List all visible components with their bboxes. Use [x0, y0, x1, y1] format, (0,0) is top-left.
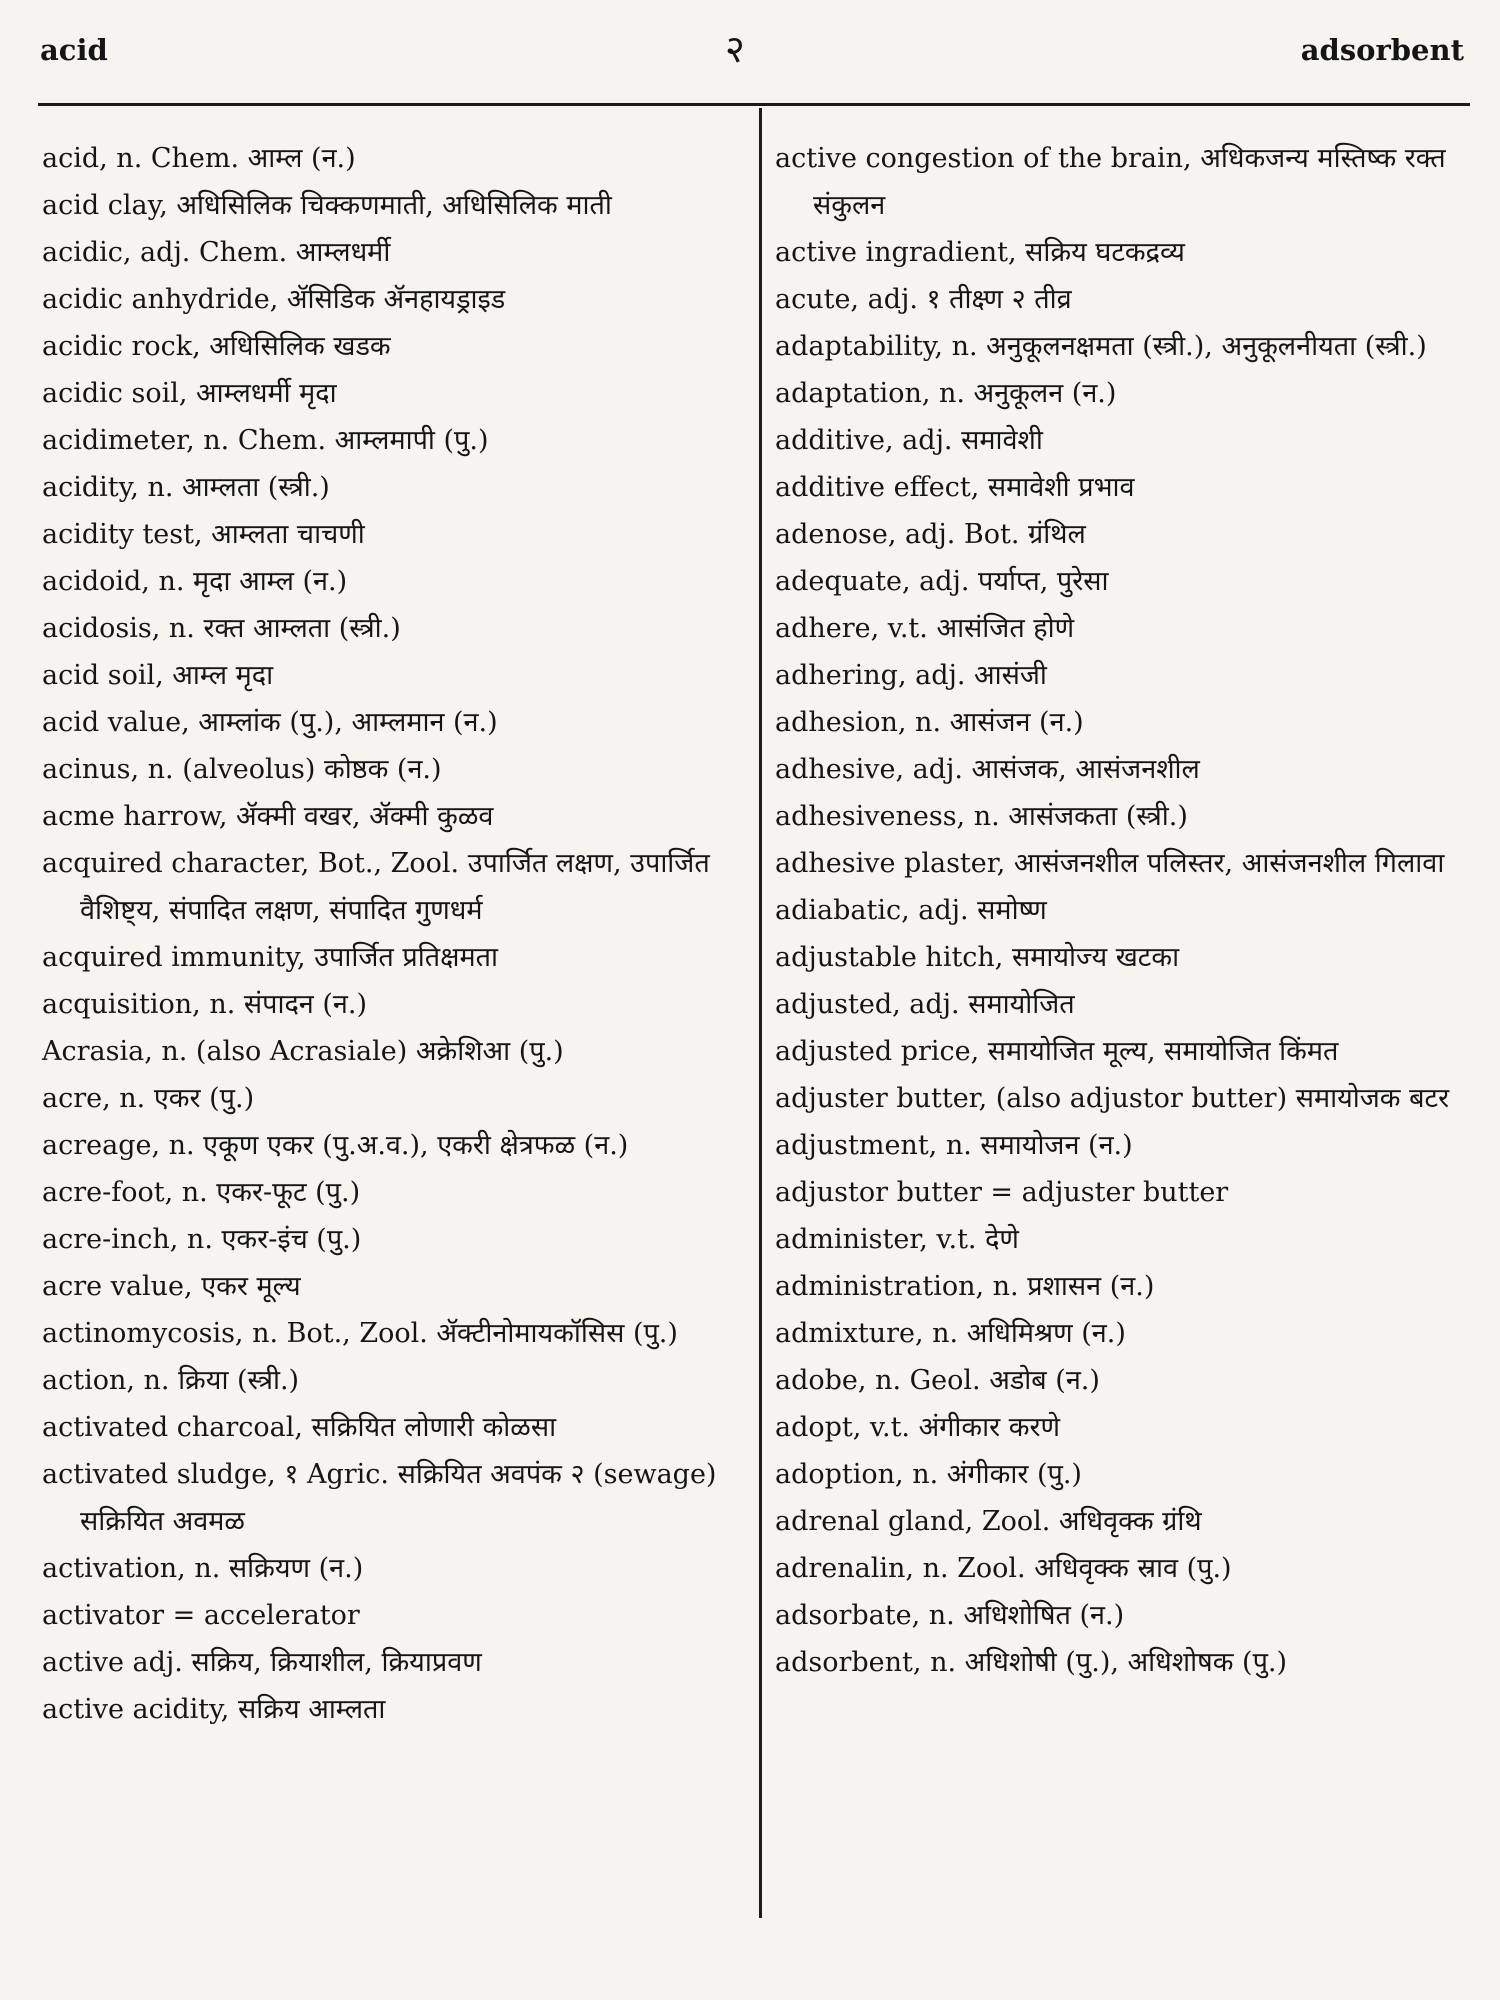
dictionary-entry: adjusted price, समायोजित मूल्य, समायोजित किंमत — [775, 1036, 1339, 1067]
dictionary-entry: adhesive plaster, आसंजनशील पलिस्तर, आसंजनशील गिलावा — [775, 848, 1445, 879]
dictionary-entry: adenose, adj. Bot. ग्रंथिल — [775, 519, 1086, 550]
dictionary-entry: acre value, एकर मूल्य — [42, 1271, 301, 1302]
column-divider — [759, 108, 762, 1918]
dictionary-entry: adequate, adj. पर्याप्त, पुरेसा — [775, 566, 1109, 597]
dictionary-entry: adjustment, n. समायोजन (न.) — [775, 1130, 1133, 1161]
dictionary-entry: Acrasia, n. (also Acrasiale) अक्रेशिआ (पु.) — [42, 1036, 564, 1067]
dictionary-entry: adjustable hitch, समायोज्य खटका — [775, 942, 1180, 973]
dictionary-entry: adhere, v.t. आसंजित होणे — [775, 613, 1075, 644]
dictionary-entry: acidoid, n. मृदा आम्ल (न.) — [42, 566, 348, 597]
dictionary-entry: adrenal gland, Zool. अधिवृक्क ग्रंथि — [775, 1506, 1202, 1537]
dictionary-entry: acquired character, Bot., Zool. उपार्जित लक्षण, उपार्जित वैशिष्ट्य, संपादित लक्षण, संपादित गुणधर्म — [42, 848, 710, 926]
dictionary-entry: acid soil, आम्ल मृदा — [42, 660, 274, 691]
page-number: २ — [725, 27, 745, 71]
header-rule — [38, 103, 1470, 106]
page-header — [0, 0, 1500, 110]
dictionary-entry: acidity, n. आम्लता (स्त्री.) — [42, 472, 330, 503]
dictionary-entry: additive effect, समावेशी प्रभाव — [775, 472, 1135, 503]
dictionary-entry: adhesive, adj. आसंजक, आसंजनशील — [775, 754, 1200, 785]
dictionary-entry: acid value, आम्लांक (पु.), आम्लमान (न.) — [42, 707, 498, 738]
dictionary-entry: acquired immunity, उपार्जित प्रतिक्षमता — [42, 942, 498, 973]
dictionary-entry: acidic soil, आम्लधर्मी मृदा — [42, 378, 337, 409]
dictionary-entry: adhesion, n. आसंजन (न.) — [775, 707, 1084, 738]
dictionary-entry: adjuster butter, (also adjustor butter) समायोजक बटर — [775, 1083, 1450, 1114]
dictionary-entry: adopt, v.t. अंगीकार करणे — [775, 1412, 1061, 1443]
dictionary-entry: acidosis, n. रक्त आम्लता (स्त्री.) — [42, 613, 401, 644]
dictionary-entry: acid clay, अधिसिलिक चिक्कणमाती, अधिसिलिक माती — [42, 190, 612, 221]
dictionary-entry: acquisition, n. संपादन (न.) — [42, 989, 367, 1020]
dictionary-entry: administration, n. प्रशासन (न.) — [775, 1271, 1155, 1302]
dictionary-entry: active congestion of the brain, अधिकजन्य मस्तिष्क रक्त संकुलन — [775, 143, 1446, 221]
dictionary-entry: acre-inch, n. एकर-इंच (पु.) — [42, 1224, 362, 1255]
right-column — [775, 135, 1475, 1686]
dictionary-entry: additive, adj. समावेशी — [775, 425, 1043, 456]
dictionary-entry: acinus, n. (alveolus) कोष्ठक (न.) — [42, 754, 442, 785]
dictionary-entry: adoption, n. अंगीकार (पु.) — [775, 1459, 1082, 1490]
dictionary-entry: activation, n. सक्रियण (न.) — [42, 1553, 364, 1584]
dictionary-entry: activated sludge, १ Agric. सक्रियित अवपंक २ (sewage) सक्रियित अवमळ — [42, 1459, 717, 1537]
dictionary-entry: adsorbent, n. अधिशोषी (पु.), अधिशोषक (पु.) — [775, 1647, 1288, 1678]
dictionary-entry: action, n. क्रिया (स्त्री.) — [42, 1365, 300, 1396]
dictionary-entry: adaptation, n. अनुकूलन (न.) — [775, 378, 1117, 409]
dictionary-entry: adobe, n. Geol. अडोब (न.) — [775, 1365, 1100, 1396]
dictionary-entry: actinomycosis, n. Bot., Zool. ॲक्टीनोमायकॉसिस (पु.) — [42, 1318, 678, 1349]
dictionary-entry: acre, n. एकर (पु.) — [42, 1083, 255, 1114]
left-column — [42, 135, 737, 1733]
dictionary-entry: adhesiveness, n. आसंजकता (स्त्री.) — [775, 801, 1188, 832]
dictionary-entry: adsorbate, n. अधिशोषित (न.) — [775, 1600, 1125, 1631]
dictionary-entry: acidic, adj. Chem. आम्लधर्मी — [42, 237, 391, 268]
dictionary-entry: adrenalin, n. Zool. अधिवृक्क स्राव (पु.) — [775, 1553, 1232, 1584]
dictionary-entry: adaptability, n. अनुकूलनक्षमता (स्त्री.), अनुकूलनीयता (स्त्री.) — [775, 331, 1427, 362]
dictionary-entry: acidic rock, अधिसिलिक खडक — [42, 331, 391, 362]
dictionary-entry: acute, adj. १ तीक्ष्ण २ तीव्र — [775, 284, 1072, 315]
dictionary-entry: acidity test, आम्लता चाचणी — [42, 519, 365, 550]
dictionary-entry: acid, n. Chem. आम्ल (न.) — [42, 143, 356, 174]
dictionary-entry: adiabatic, adj. समोष्ण — [775, 895, 1047, 926]
dictionary-entry: activator = accelerator — [42, 1600, 360, 1631]
dictionary-entry: acidimeter, n. Chem. आम्लमापी (पु.) — [42, 425, 489, 456]
guide-word-left: acid — [40, 33, 108, 67]
guide-word-right: adsorbent — [1300, 33, 1464, 67]
dictionary-entry: acreage, n. एकूण एकर (पु.अ.व.), एकरी क्षेत्रफळ (न.) — [42, 1130, 629, 1161]
dictionary-entry: admixture, n. अधिमिश्रण (न.) — [775, 1318, 1126, 1349]
dictionary-entry: active adj. सक्रिय, क्रियाशील, क्रियाप्रवण — [42, 1647, 482, 1678]
dictionary-entry: acre-foot, n. एकर-फूट (पु.) — [42, 1177, 361, 1208]
dictionary-entry: active acidity, सक्रिय आम्लता — [42, 1694, 386, 1725]
dictionary-entry: activated charcoal, सक्रियित लोणारी कोळसा — [42, 1412, 557, 1443]
dictionary-entry: adjusted, adj. समायोजित — [775, 989, 1075, 1020]
dictionary-entry: acme harrow, ॲक्मी वखर, ॲक्मी कुळव — [42, 801, 494, 832]
dictionary-entry: adjustor butter = adjuster butter — [775, 1177, 1229, 1208]
dictionary-entry: administer, v.t. देणे — [775, 1224, 1019, 1255]
dictionary-entry: active ingradient, सक्रिय घटकद्रव्य — [775, 237, 1185, 268]
dictionary-entry: acidic anhydride, ॲसिडिक ॲनहायड्राइड — [42, 284, 506, 315]
dictionary-entry: adhering, adj. आसंजी — [775, 660, 1047, 691]
